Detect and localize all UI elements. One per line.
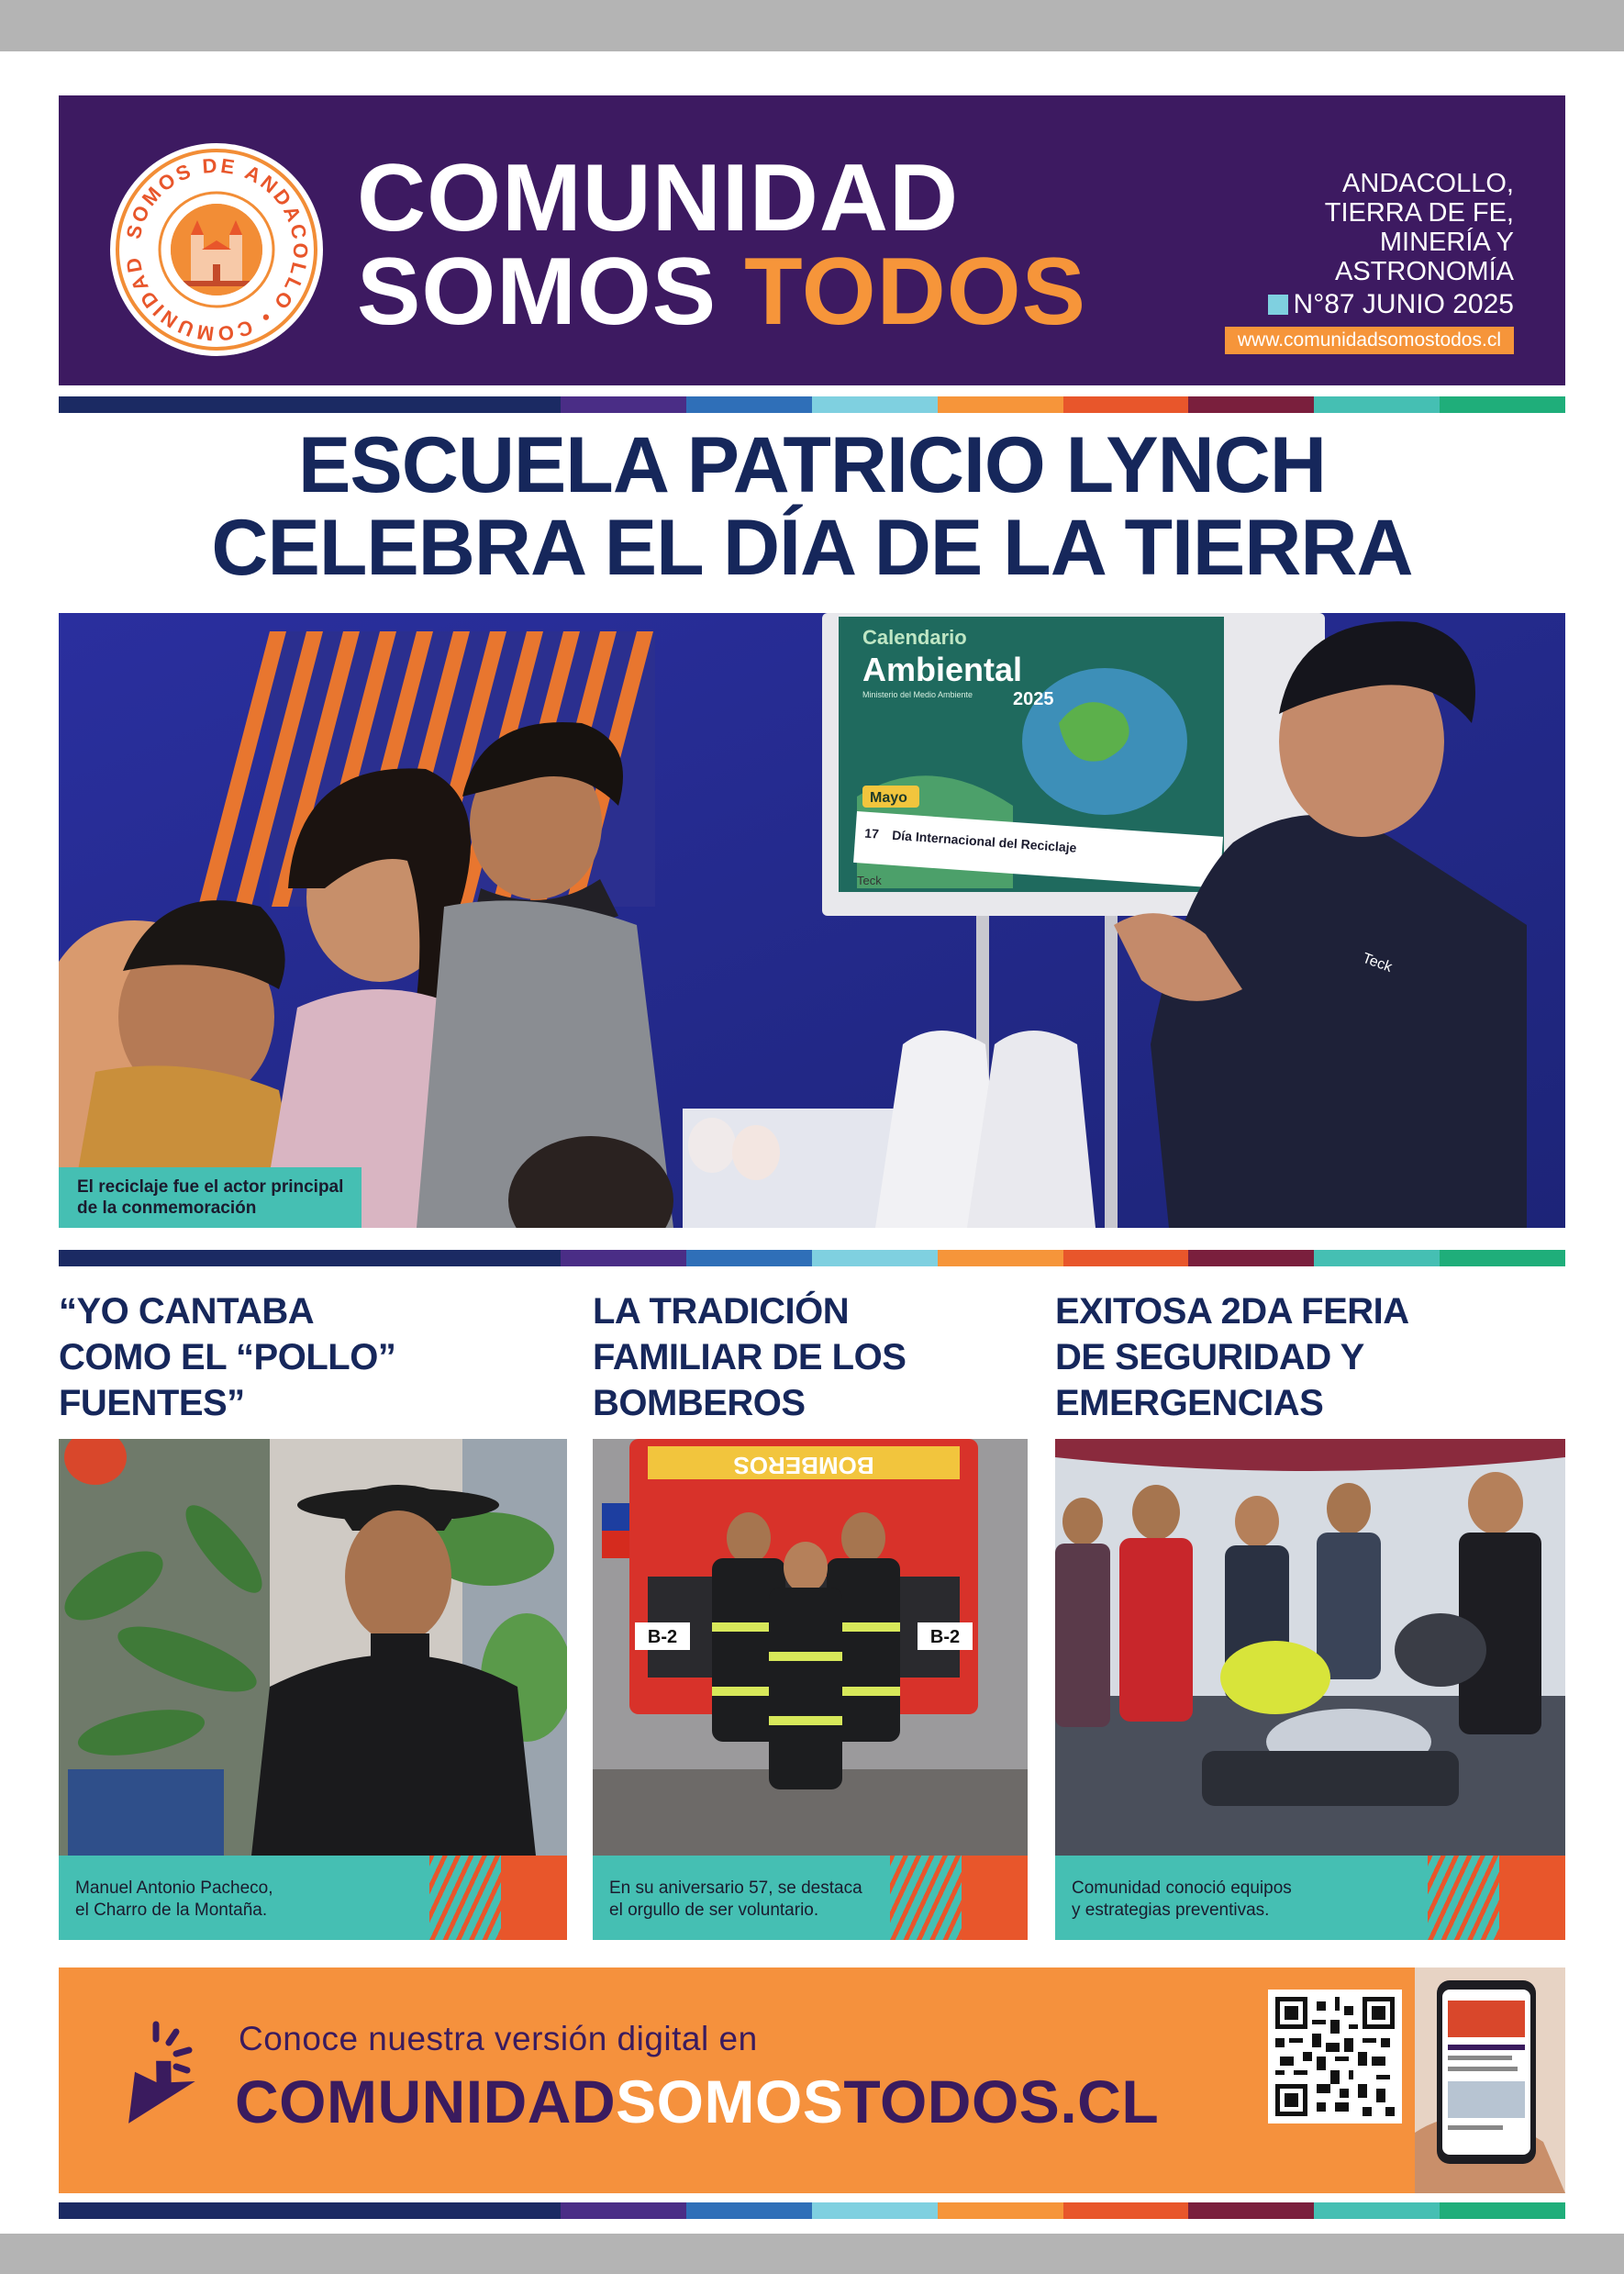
caption-line: y estrategias preventivas.: [1072, 1901, 1270, 1920]
title-line: EXITOSA 2DA FERIA: [1055, 1291, 1409, 1332]
issue-number: [1268, 290, 1514, 319]
tagline-line: ASTRONOMÍA: [1335, 257, 1514, 286]
screen-title-a: Calendario: [862, 626, 967, 649]
headline-line-1: ESCUELA PATRICIO LYNCH: [298, 421, 1326, 509]
stripe-segment: [686, 1250, 812, 1266]
story-2-photo: [593, 1439, 1028, 1856]
truck-label: BOMBEROS: [733, 1452, 874, 1479]
story-3-caption: [1055, 1856, 1565, 1940]
stripe-segment: [1063, 396, 1189, 413]
church-icon: [171, 204, 262, 295]
stripe-segment: [59, 2202, 310, 2219]
stripe-segment: [561, 396, 686, 413]
stripe-segment: [561, 2202, 686, 2219]
title-line: EMERGENCIAS: [1055, 1383, 1324, 1423]
qr-code[interactable]: [1268, 1990, 1402, 2124]
lead-photo: [59, 613, 1565, 1228]
caption-line: de la conmemoración: [77, 1198, 257, 1218]
story-3-title: [1055, 1288, 1565, 1426]
title-line: COMO EL “POLLO”: [59, 1337, 396, 1377]
smartphone-in-hand-image: [1415, 1967, 1565, 2193]
newspaper-title: [357, 145, 1086, 345]
title-word-somos: SOMOS: [357, 239, 717, 345]
tagline: [1220, 169, 1514, 286]
screen-year: 2025: [1013, 689, 1054, 709]
lead-headline: [59, 421, 1565, 592]
story-1-caption: [59, 1856, 567, 1940]
caption-line: El reciclaje fue el actor principal: [77, 1177, 344, 1197]
url-part-2: SOMOS: [616, 2068, 844, 2135]
caption-line: el Charro de la Montaña.: [75, 1901, 268, 1920]
stripe-segment: [310, 396, 562, 413]
stripe-segment: [938, 2202, 1063, 2219]
screen-brand: Teck: [857, 874, 882, 887]
title-line: FAMILIAR DE LOS: [593, 1337, 907, 1377]
website-link[interactable]: www.comunidadsomostodos.cl: [1225, 327, 1514, 354]
masthead: [59, 95, 1565, 385]
plate-right: B-2: [929, 1627, 961, 1647]
story-1-photo: [59, 1439, 567, 1856]
screen-day: 17: [863, 825, 880, 842]
title-line: “YO CANTABA: [59, 1291, 315, 1332]
title-line: BOMBEROS: [593, 1383, 806, 1423]
stripe-segment: [686, 2202, 812, 2219]
stripe-segment: [1063, 1250, 1189, 1266]
promo-lead-text: Conoce nuestra versión digital en: [239, 2020, 758, 2057]
stripe-segment: [1440, 396, 1565, 413]
screen-title-b: Ambiental: [862, 651, 1023, 688]
shirt-brand: Teck: [1360, 950, 1395, 976]
square-icon: [1268, 295, 1288, 315]
tagline-line: MINERÍA Y: [1379, 228, 1514, 257]
stripe-segment: [59, 1250, 310, 1266]
stripe-segment: [1440, 1250, 1565, 1266]
stripe-segment: [1440, 2202, 1565, 2219]
stripe-segment: [1314, 2202, 1440, 2219]
stripe-segment: [310, 1250, 562, 1266]
caption-line: En su aniversario 57, se destaca: [609, 1878, 862, 1898]
caption-line: Manuel Antonio Pacheco,: [75, 1878, 273, 1898]
headline-line-2: CELEBRA EL DÍA DE LA TIERRA: [211, 504, 1413, 592]
color-stripe-divider: [59, 396, 1565, 413]
url-part-1: COMUNIDAD: [235, 2068, 617, 2135]
title-line: LA TRADICIÓN: [593, 1291, 850, 1332]
story-2-title: [593, 1288, 1033, 1426]
caption-line: Comunidad conoció equipos: [1072, 1878, 1292, 1898]
digital-version-banner[interactable]: [59, 1967, 1565, 2193]
andacollo-seal-logo: [110, 143, 323, 356]
stripe-segment: [938, 396, 1063, 413]
color-stripe-divider: [59, 1250, 1565, 1266]
stripe-segment: [561, 1250, 686, 1266]
url-part-3: TODOS.CL: [843, 2068, 1160, 2135]
screen-sub: Ministerio del Medio Ambiente: [862, 690, 973, 699]
seal-ring-text: SOMOS DE ANDACOLLO • COMUNIDAD: [120, 153, 313, 346]
stripe-segment: [938, 1250, 1063, 1266]
title-line-1: COMUNIDAD: [357, 145, 960, 251]
story-1-title: [59, 1288, 554, 1426]
tagline-line: TIERRA DE FE,: [1324, 198, 1514, 228]
lead-photo-caption: [59, 1167, 362, 1228]
lead-photo-illustration: [59, 613, 1565, 1228]
cursor-click-icon: [110, 2017, 218, 2136]
stripe-segment: [1188, 2202, 1314, 2219]
stripe-segment: [1063, 2202, 1189, 2219]
story-2-caption: [593, 1856, 1028, 1940]
promo-url[interactable]: [235, 2065, 1159, 2138]
title-word-todos: TODOS: [744, 239, 1086, 345]
issue-label: N°87 JUNIO 2025: [1293, 289, 1514, 319]
stripe-segment: [1314, 1250, 1440, 1266]
stripe-segment: [812, 1250, 938, 1266]
stripe-segment: [812, 2202, 938, 2219]
color-stripe-divider: [59, 2202, 1565, 2219]
plate-left: B-2: [647, 1627, 678, 1647]
screen-month: Mayo: [870, 790, 907, 806]
stripe-segment: [1314, 396, 1440, 413]
stripe-segment: [1188, 396, 1314, 413]
stripe-segment: [59, 396, 310, 413]
stripe-segment: [686, 396, 812, 413]
tagline-line: ANDACOLLO,: [1342, 169, 1514, 198]
stripe-segment: [812, 396, 938, 413]
title-line: FUENTES”: [59, 1383, 245, 1423]
stripe-segment: [1188, 1250, 1314, 1266]
screen-event: Día Internacional del Reciclaje: [891, 827, 1077, 855]
story-3-photo: [1055, 1439, 1565, 1856]
title-line-2: [357, 239, 1086, 345]
newspaper-page: [0, 51, 1624, 2234]
caption-line: el orgullo de ser voluntario.: [609, 1901, 819, 1920]
title-line: DE SEGURIDAD Y: [1055, 1337, 1364, 1377]
stripe-segment: [310, 2202, 562, 2219]
